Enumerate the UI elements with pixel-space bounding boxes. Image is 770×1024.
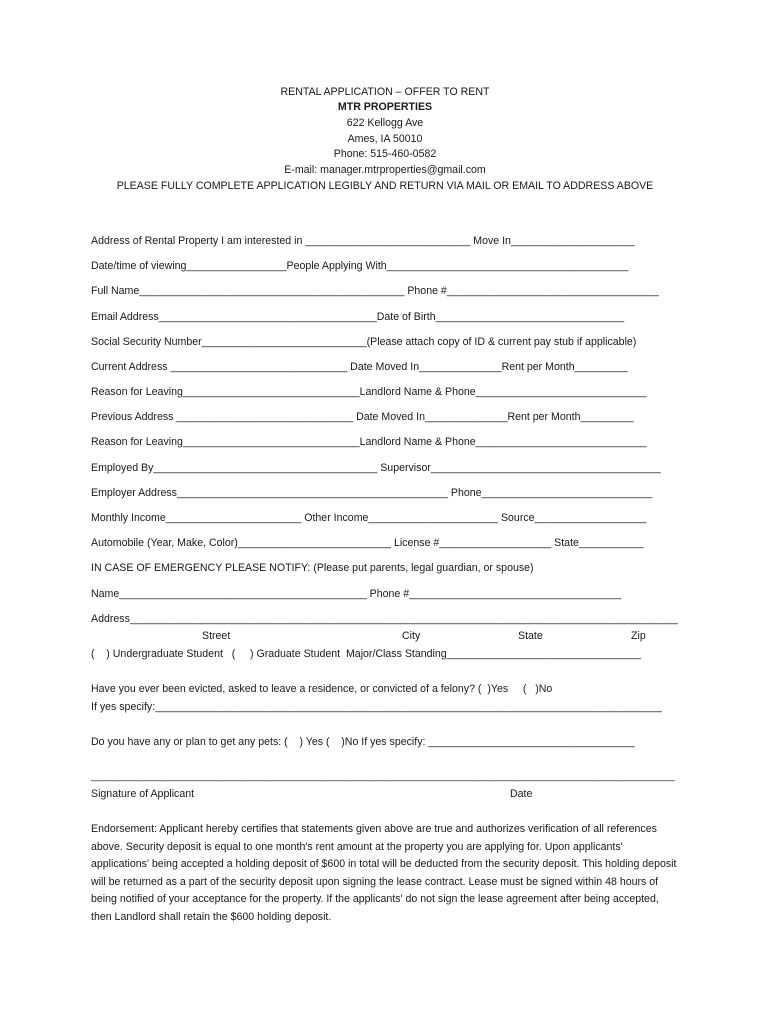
field-emergency-address[interactable]: Address_____________________________________________________________________________________________ [91, 613, 678, 625]
endorsement-paragraph: Endorsement: Applicant hereby certifies that statements given above are true and authorizes verification of all references above. Security deposit is equal to one month's rent amount at the property you are applying for. Upon applicants' applications' being accepted a holding deposit of $600 in total will be deducted from the security deposit. This holding deposit will be returned as a part of the security deposit upon signing the lease contract. Lease must be signed within 48 hours of being notified of your acceptance for the property. If the applicants' do not sign the lease agreement after being accepted, then Landlord shall retain the $600 holding deposit. [91, 823, 677, 923]
company-name: MTR PROPERTIES [337, 101, 433, 113]
field-evicted-question[interactable]: Have you ever been evicted, asked to leave a residence, or convicted of a felony? ( )Yes ( )No [91, 683, 553, 695]
label-street: Street [202, 630, 231, 642]
field-employed-by[interactable]: Employed By______________________________________ Supervisor_______________________________________ [91, 462, 661, 474]
field-email-dob[interactable]: Email Address_____________________________________Date of Birth________________________________ [91, 311, 625, 323]
date-label: Date [510, 788, 533, 800]
company-street: 622 Kellogg Ave [346, 117, 424, 129]
field-emergency-name-phone[interactable]: Name__________________________________________ Phone #____________________________________ [91, 588, 622, 600]
field-evicted-specify[interactable]: If yes specify:______________________________________________________________________________________ [91, 701, 662, 713]
field-ssn[interactable]: Social Security Number____________________________(Please attach copy of ID & current pay stub if applicable) [91, 336, 637, 348]
field-reason-leaving-current[interactable]: Reason for Leaving______________________________Landlord Name & Phone_____________________________ [91, 386, 647, 398]
field-reason-leaving-previous[interactable]: Reason for Leaving______________________________Landlord Name & Phone_____________________________ [91, 436, 647, 448]
field-student-status[interactable]: ( ) Undergraduate Student ( ) Graduate Student Major/Class Standing_________________________________ [91, 648, 642, 660]
field-rental-address-move-in[interactable]: Address of Rental Property I am interested in ____________________________ Move In_____________________ [91, 235, 635, 247]
label-zip: Zip [631, 630, 646, 642]
field-income[interactable]: Monthly Income_______________________ Other Income______________________ Source___________________ [91, 512, 647, 524]
field-viewing-people[interactable]: Date/time of viewing_________________People Applying With_________________________________________ [91, 260, 629, 272]
field-previous-address[interactable]: Previous Address ______________________________ Date Moved In______________Rent per Month_________ [91, 411, 634, 423]
emergency-heading: IN CASE OF EMERGENCY PLEASE NOTIFY: (Please put parents, legal guardian, or spouse) [91, 562, 534, 574]
field-current-address[interactable]: Current Address ______________________________ Date Moved In______________Rent per Month_________ [91, 361, 628, 373]
signature-label: Signature of Applicant [91, 788, 195, 800]
label-state: State [518, 630, 543, 642]
company-email: E-mail: manager.mtrproperties@gmail.com [284, 164, 486, 176]
field-full-name-phone[interactable]: Full Name_____________________________________________ Phone #____________________________________ [91, 285, 659, 297]
company-phone: Phone: 515-460-0582 [333, 148, 437, 160]
field-employer-address[interactable]: Employer Address______________________________________________ Phone_____________________________ [91, 487, 653, 499]
field-automobile[interactable]: Automobile (Year, Make, Color)__________________________ License #___________________ State___________ [91, 537, 644, 549]
company-city: Ames, IA 50010 [347, 133, 423, 145]
field-pets-question[interactable]: Do you have any or plan to get any pets: ( ) Yes ( )No If yes specify: ___________________________________ [91, 736, 635, 748]
instructions: PLEASE FULLY COMPLETE APPLICATION LEGIBLY AND RETURN VIA MAIL OR EMAIL TO ADDRESS ABOVE [116, 180, 654, 192]
form-title: RENTAL APPLICATION – OFFER TO RENT [280, 86, 490, 98]
label-city: City [402, 630, 421, 642]
signature-line[interactable]: _____________________________________________________________________________________________________ [91, 771, 675, 782]
